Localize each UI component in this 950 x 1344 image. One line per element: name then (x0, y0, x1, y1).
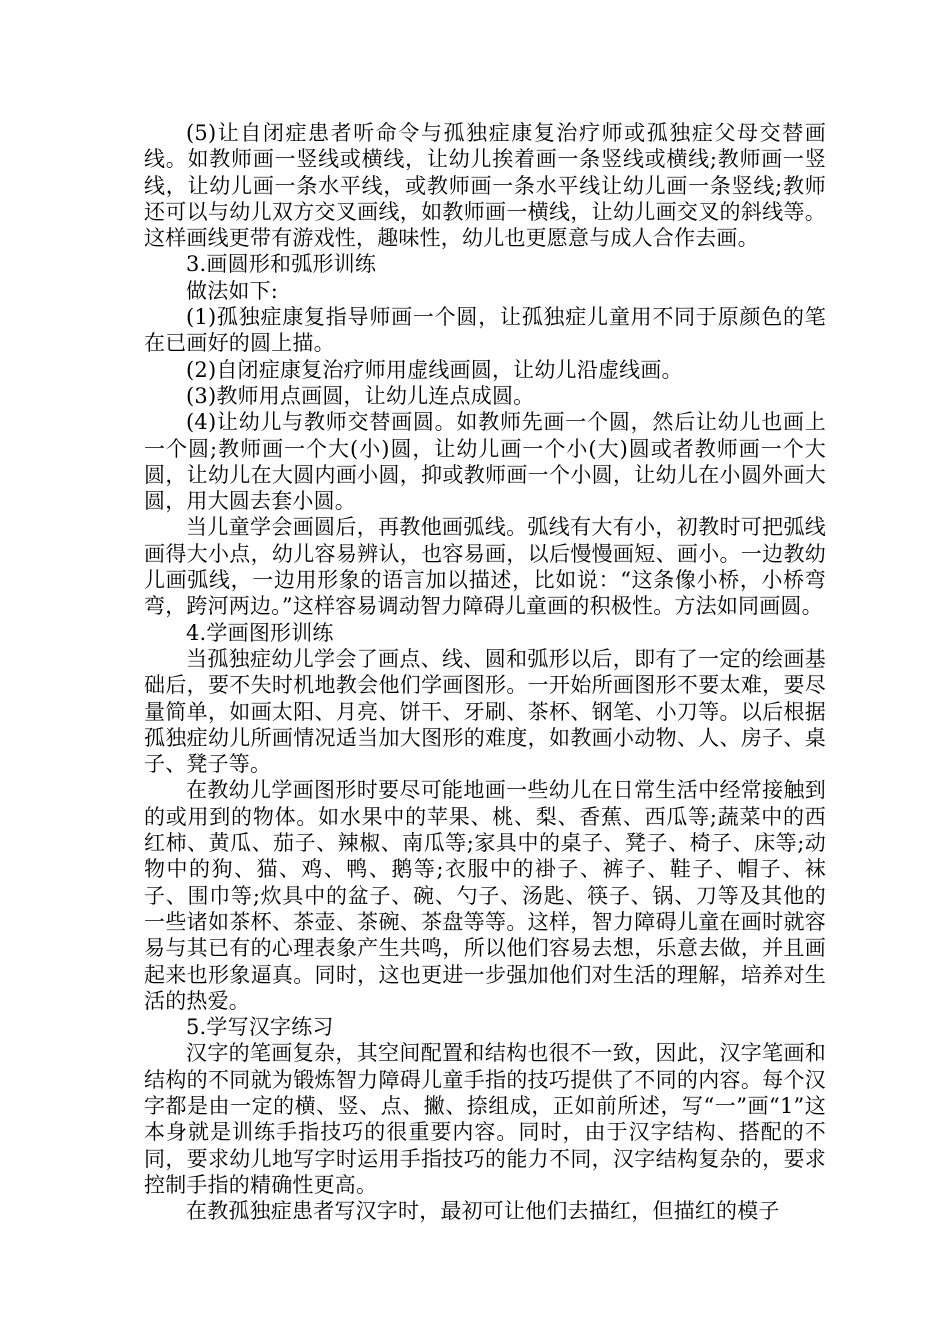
paragraph-chinese-strokes: 汉字的笔画复杂，其空间配置和结构也很不一致，因此，汉字笔画和结构的不同就为锻炼智力障碍儿童手指的技巧提供了不同的内容。每个汉字都是由一定的横、竖、点、撇、捺组成，正如前所述，写“一”画“1”这本身就是训练手指技巧的很重要内容。同时，由于汉字结构、搭配的不同，要求幼儿地写字时运用手指技巧的能力不同，汉字结构复杂的，要求控制手指的精确性更高。 (144, 1041, 826, 1197)
paragraph-circle-step-4: (4)让幼儿与教师交替画圆。如教师先画一个圆，然后让幼儿也画上一个圆;教师画一个大(小)圆，让幼儿画一个小(大)圆或者教师画一个大圆，让幼儿在大圆内画小圆，抑或教师画一个小圆，让幼儿在小圆外画大圆，用大圆去套小圆。 (144, 410, 826, 514)
heading-shape-drawing-training: 4.学画图形训练 (186, 620, 334, 645)
paragraph-arc-teaching: 当儿童学会画圆后，再教他画弧线。弧线有大有小，初教时可把弧线画得大小点，幼儿容易辨认，也容易画，以后慢慢画短、画小。一边教幼儿画弧线，一边用形象的语言加以描述，比如说：“这条像小桥，小桥弯弯，跨河两边。”这样容易调动智力障碍儿童画的积极性。方法如同画圆。 (144, 515, 826, 619)
paragraph-circle-step-1: (1)孤独症康复指导师画一个圆，让孤独症儿童用不同于原颜色的笔在已画好的圆上描。 (144, 305, 826, 356)
paragraph-daily-objects: 在教幼儿学画图形时要尽可能地画一些幼儿在日常生活中经常接触到的或用到的物体。如水果中的苹果、桃、梨、香蕉、西瓜等;蔬菜中的西红柿、黄瓜、茄子、辣椒、南瓜等;家具中的桌子、凳子、椅子、床等;动物中的狗、猫、鸡、鸭、鹅等;衣服中的褂子、裤子、鞋子、帽子、袜子、围巾等;炊具中的盆子、碗、勺子、汤匙、筷子、锅、刀等及其他的一些诸如茶杯、茶壶、茶碗、茶盘等等。这样，智力障碍儿童在画时就容易与其已有的心理表象产生共鸣，所以他们容易去想，乐意去做，并且画起来也形象逼真。同时，这也更进一步强加他们对生活的理解，培养对生活的热爱。 (144, 778, 826, 1013)
document-page (144, 120, 826, 1224)
paragraph-circle-step-3: (3)教师用点画圆，让幼儿连点成圆。 (186, 383, 535, 408)
paragraph-circle-step-2: (2)自闭症康复治疗师用虚线画圆，让幼儿沿虚线画。 (186, 357, 683, 382)
paragraph-shape-drawing: 当孤独症幼儿学会了画点、线、圆和弧形以后，即有了一定的绘画基础后，要不失时机地教会他们学画图形。一开始所画图形不要太难，要尽量简单，如画太阳、月亮、饼干、牙刷、茶杯、钢笔、小刀等。以后根据孤独症幼儿所画情况适当加大图形的难度，如教画小动物、人、房子、桌子、凳子等。 (144, 646, 826, 777)
heading-circle-arc-training: 3.画圆形和弧形训练 (186, 252, 377, 277)
heading-chinese-writing-practice: 5.学写汉字练习 (186, 1015, 334, 1040)
paragraph-tracing: 在教孤独症患者写汉字时，最初可让他们去描红，但描红的模子 (186, 1199, 780, 1224)
paragraph-drawing-lines-5: (5)让自闭症患者听命令与孤独症康复治疗师或孤独症父母交替画线。如教师画一竖线或横线，让幼儿挨着画一条竖线或横线;教师画一竖线，让幼儿画一条水平线，或教师画一条水平线让幼儿画一条竖线;教师还可以与幼儿双方交叉画线，如教师画一横线，让幼儿画交叉的斜线等。这样画线更带有游戏性，趣味性，幼儿也更愿意与成人合作去画。 (144, 121, 826, 251)
paragraph-method-intro: 做法如下: (186, 278, 279, 303)
